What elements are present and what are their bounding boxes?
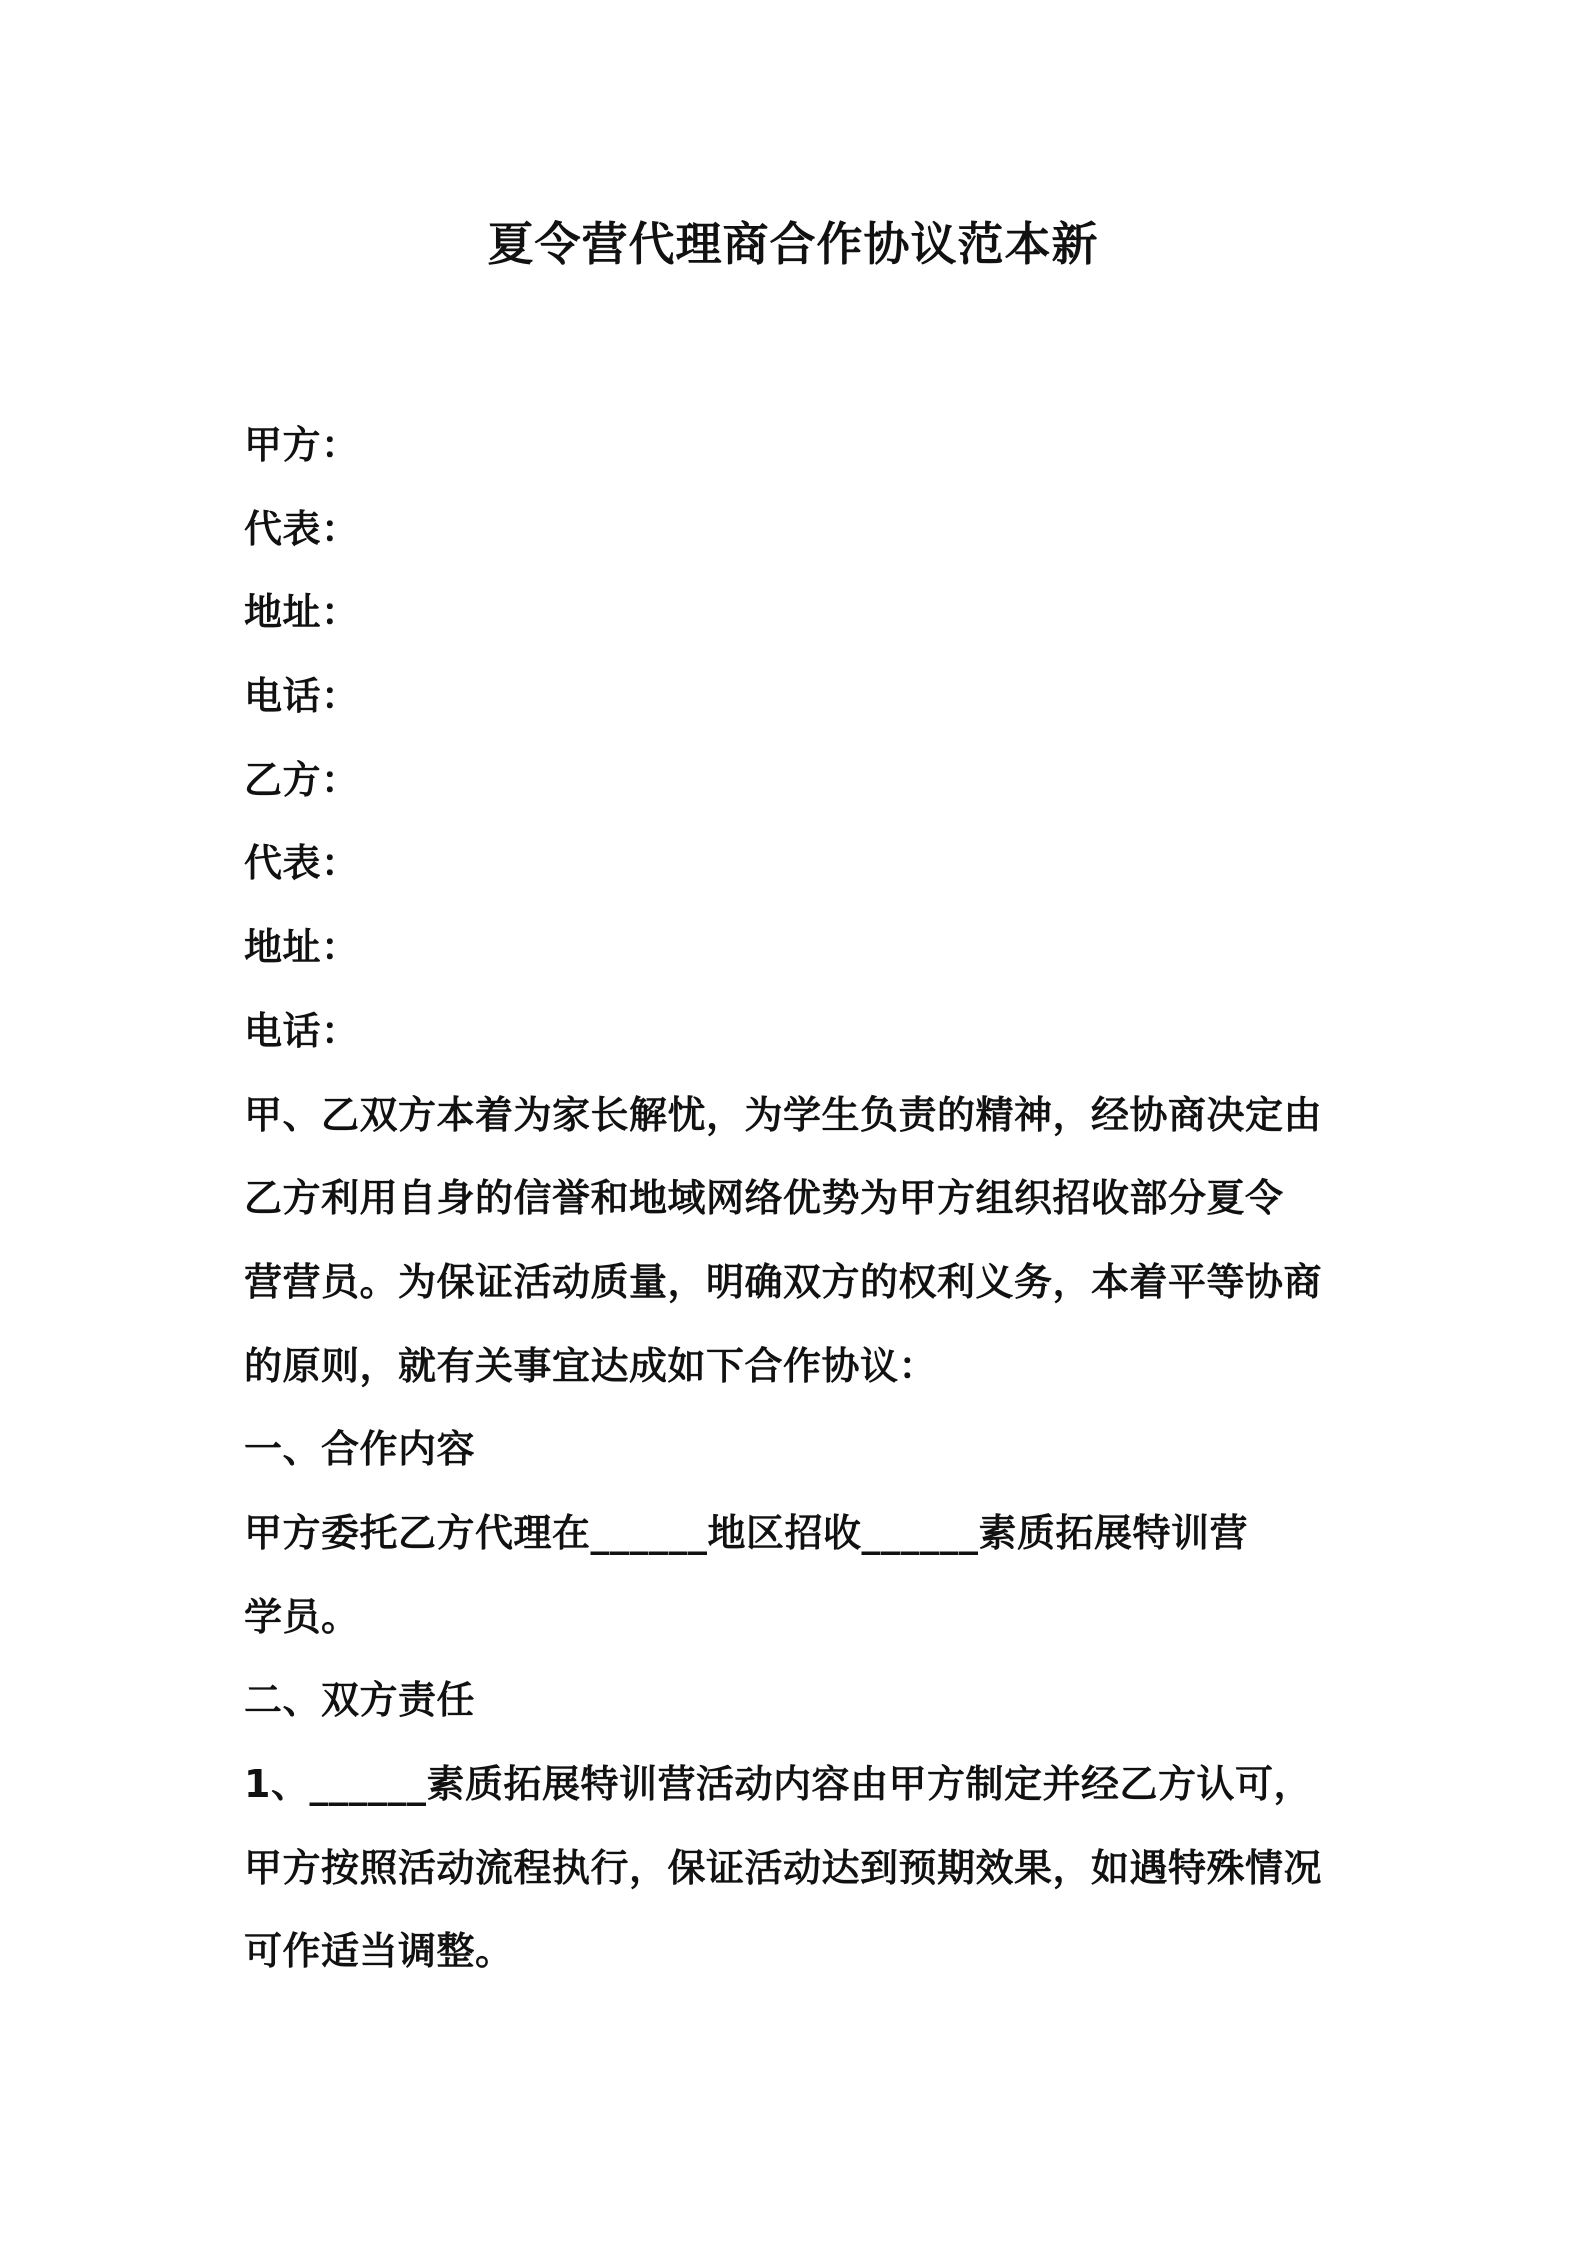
section-2-paragraph-line: 甲方按照活动流程执行，保证活动达到预期效果，如遇特殊情况 (244, 1845, 1323, 1890)
section-heading-responsibilities: 二、双方责任 (244, 1678, 476, 1723)
section-1-paragraph-line: 甲方委托乙方代理在______地区招收______素质拓展特训营 (244, 1510, 1249, 1555)
section-2-paragraph-line: 1、______素质拓展特训营活动内容由甲方制定并经乙方认可， (244, 1762, 1312, 1806)
party-b-address-label: 地址： (244, 925, 360, 970)
party-a-name-label: 甲方： (244, 423, 360, 467)
section-1-paragraph-line: 学员。 (244, 1594, 360, 1639)
document-body (244, 404, 1354, 1994)
intro-paragraph-line: 乙方利用自身的信誉和地域网络优势为甲方组织招收部分夏令 (244, 1176, 1284, 1221)
intro-paragraph-line: 的原则，就有关事宜达成如下合作协议： (244, 1343, 938, 1388)
party-b-representative-label: 代表： (244, 841, 360, 886)
party-a-phone-label: 电话： (244, 674, 360, 719)
party-b-name-label: 乙方： (244, 757, 360, 802)
party-a-representative-label: 代表： (244, 506, 360, 551)
section-heading-cooperation: 一、合作内容 (244, 1427, 476, 1472)
section-2-paragraph-line: 可作适当调整。 (244, 1929, 514, 1974)
party-b-phone-label: 电话： (244, 1008, 360, 1053)
document-title: 夏令营代理商合作协议范本新 (487, 217, 1099, 271)
party-a-address-label: 地址： (244, 590, 360, 635)
intro-paragraph-line: 营营员。为保证活动质量，明确双方的权利义务，本着平等协商 (244, 1259, 1323, 1304)
intro-paragraph-line: 甲、乙双方本着为家长解忧，为学生负责的精神，经协商决定由 (244, 1092, 1323, 1137)
